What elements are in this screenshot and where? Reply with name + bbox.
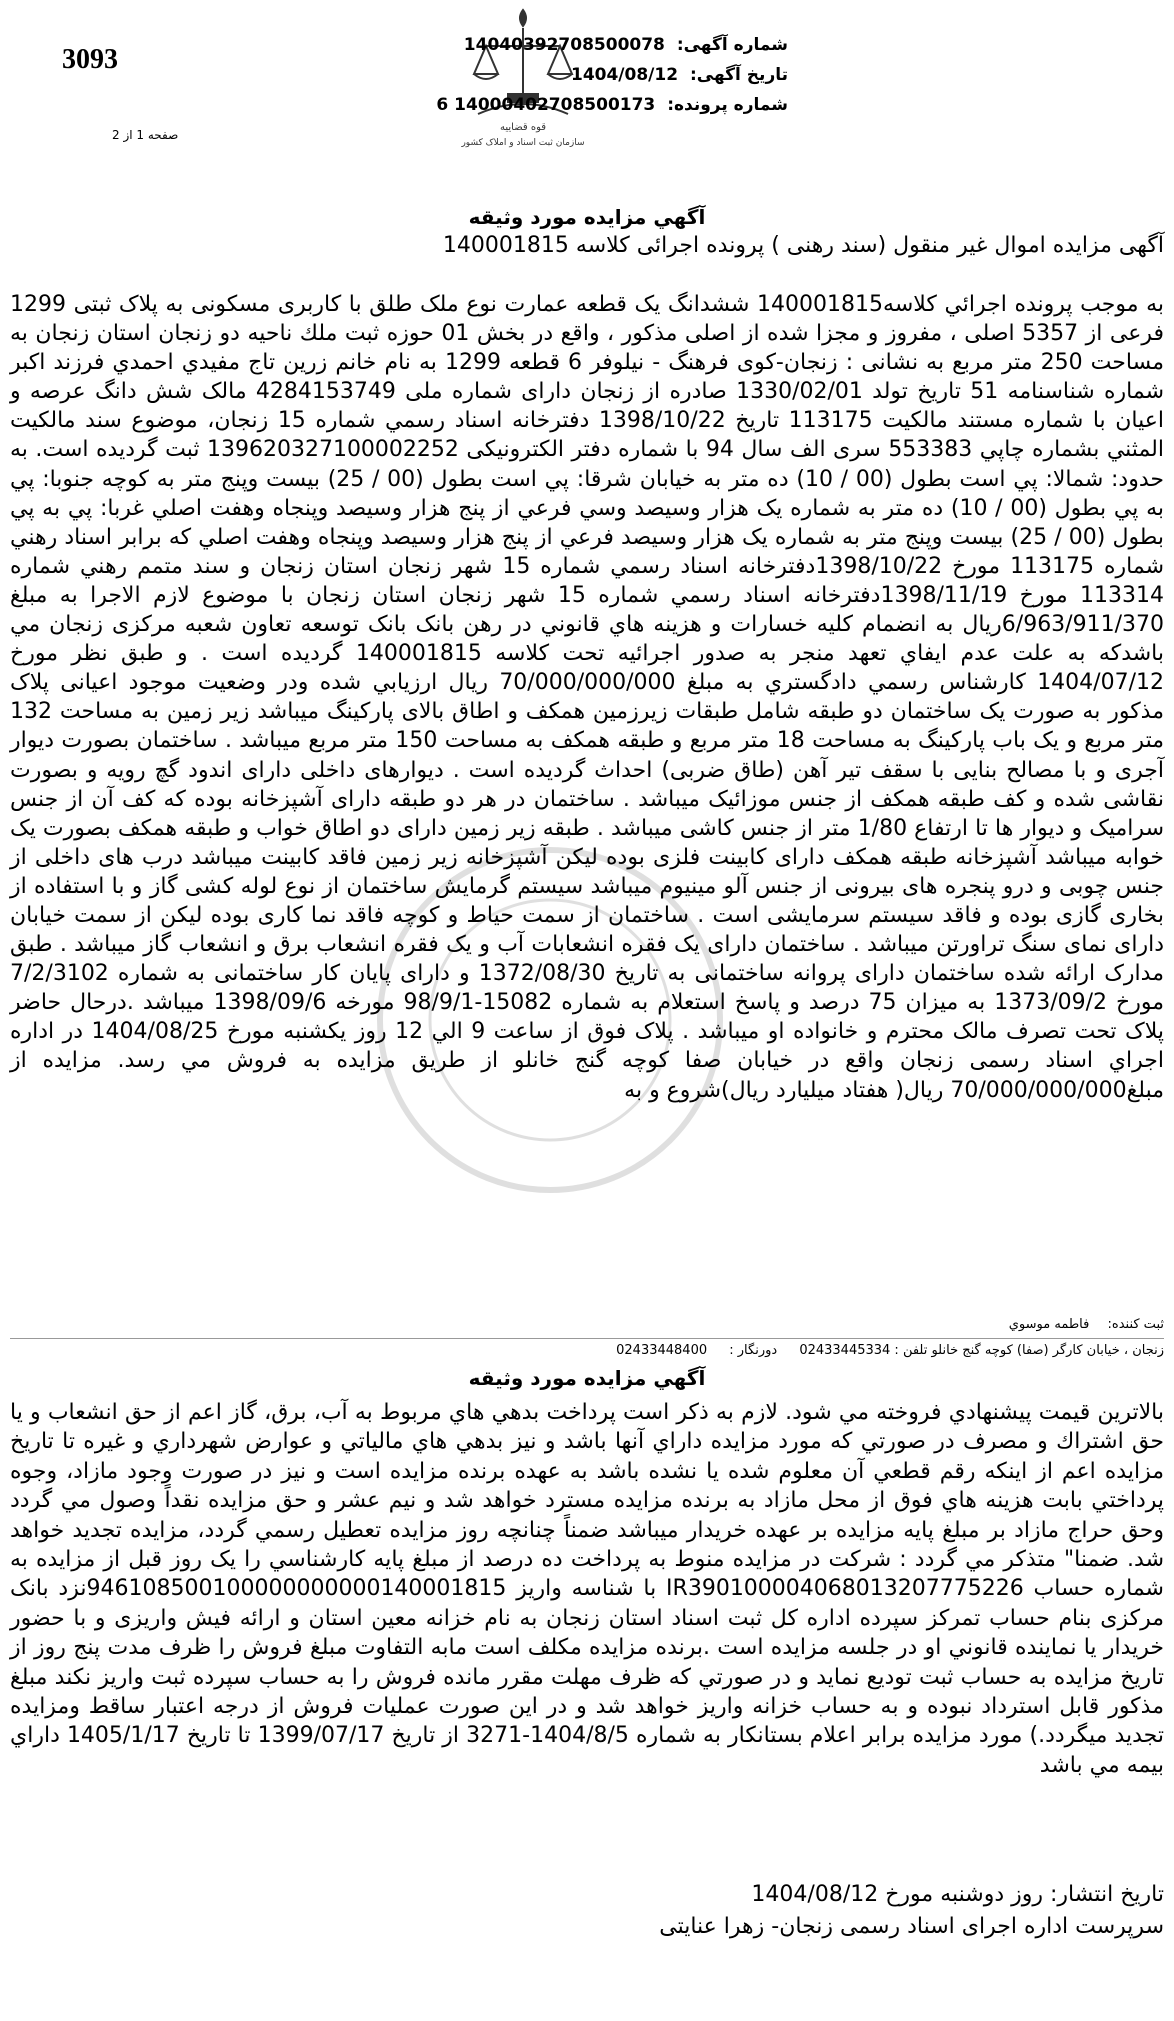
- emblem-caption: [460, 122, 584, 148]
- publication-date-label: تاریخ انتشار: روز دوشنبه مورخ: [885, 1882, 1164, 1907]
- footer-fax: 02433448400: [616, 1343, 708, 1358]
- page-indicator: صفحه 1 از 2: [112, 128, 179, 142]
- ad-meta: [436, 30, 788, 120]
- document-code: 3093: [62, 44, 118, 75]
- ad-date: 1404/08/12: [570, 65, 679, 85]
- section1-title: آگهي مزايده مورد وثيقه: [468, 205, 706, 229]
- ad-number-label: شماره آگهی:: [676, 35, 788, 55]
- office-footer: [10, 1338, 1164, 1358]
- ad-date-row: [436, 60, 788, 90]
- publication-date: 1404/08/12: [751, 1882, 879, 1907]
- section1-body: به موجب پرونده اجرائي كلاسه140001815 ششدانگ يک قطعه عمارت نوع ملک طلق با کاربری مسکونی به پلاک ثبتی 1299 فرعی از 5357 اصلی ، مفروز و مجزا شده از اصلی مذکور ، واقع در بخش 01 حوزه ثبت ملك ناحیه دو زنجان استان زنجان به مساحت 250 متر مربع به نشانی : زنجان-کوی فرهنگ - نیلوفر 6 قطعه 1299 به نام خانم زرين تاج مفيدي احمدي فرزند اكبر شماره شناسنامه 51 تاريخ تولد 1330/02/01 صادره از زنجان دارای شماره ملی 4284153749 مالک شش دانگ عرصه و اعیان با شماره مستند مالکیت 113175 تاریخ 1398/10/22 دفترخانه اسناد رسمي شماره 15 زنجان، موضوع سند مالكيت المثني بشماره چاپي 553383 سری الف سال 94 با شماره دفتر الکترونیکی 139620327100002252 ثبت گرديده است. به حدود: شمالا: پي است بطول (00 / 10) ده متر به خيابان شرقا: پي است بطول (00 / 25) بيست وپنج متر به كوچه جنوبا: پي به پي بطول (00 / 10) ده متر به شماره يک هزار وسيصد وسي فرعي از پنج هزار وسيصد وپنجاه وهفت اصلي غربا: پي به پي بطول (00 / 25) بيست وپنج متر به شماره يک هزار وسيصد فرعي از پنج هزار وسيصد وپنجاه وهفت اصلي كه برابر اسناد رهني شماره 113175 مورخ 1398/10/22دفترخانه اسناد رسمي شماره 15 شهر زنجان استان زنجان و سند متمم رهني شماره 113314 مورخ 1398/11/19دفترخانه اسناد رسمي شماره 15 شهر زنجان استان زنجان با موضوع لازم الاجرا به مبلغ 6/963/911/370ريال به انضمام كليه خسارات و هزينه هاي قانوني در رهن بانک بانک توسعه تعاون شعبه مرکزی زنجان مي باشدکه به علت عدم ايفاي تعهد منجر به صدور اجرائيه تحت كلاسه 140001815 گرديده است . و طبق نظر مورخ 1404/07/12 كارشناس رسمي دادگستري به مبلغ 70/000/000/000 ريال ارزيابي شده ودر وضعیت موجود اعیانی پلاک مذکور به صورت یک ساختمان دو طبقه شامل طبقات زیرزمین همکف و اطاق بالای پارکینگ میباشد زیر زمین به مساحت 132 متر مربع و یک باب پارکینگ به مساحت 18 متر مربع و طبقه همکف به مساحت 150 متر مربع میباشد . ساختمان بصورت دیوار آجری و با مصالح بنایی با سقف تیر آهن (طاق ضربی) احداث گردیده است . دیوارهای داخلی دارای اندود گچ رویه و بصورت نقاشی شده و کف طبقه همکف از جنس موزائیک میباشد . ساختمان در هر دو طبقه دارای آشپزخانه بوده که کف آن از جنس سرامیک و دیوار ها تا ارتفاع 1/80 متر از جنس کاشی میباشد . طبقه زیر زمین دارای دو اطاق خواب و طبقه همکف بصورت یک خوابه میباشد آشپزخانه طبقه همکف دارای کابینت فلزی بوده لیکن آشپزخانه زیر زمین فاقد کابینت میباشد درب های داخلی از جنس چوبی و درو پنجره های بیرونی از جنس آلو مینیوم میباشد سیستم گرمایش ساختمان از نوع لوله کشی گاز و با استفاده از بخاری گازی بوده و فاقد سیستم سرمایشی است . ساختمان از سمت حیاط و کوچه فاقد نما کاری بوده لیکن از سمت خیابان دارای نمای سنگ تراورتن میباشد . ساختمان دارای یک فقره انشعابات آب و یک فقره انشعاب برق و انشعاب گاز میباشد . طبق مدارک ارائه شده ساختمان دارای پروانه ساختمانی به تاریخ 1372/08/30 و دارای پایان کار ساختمانی به شماره 7/2/3102 مورخ 1373/09/2 به میزان 75 درصد و پاسخ استعلام به شماره 15082-98/9/1 مورخه 1398/09/6 میباشد .درحال حاضر پلاک تحت تصرف مالک محترم و خانواده او میباشد . پلاک فوق از ساعت 9 الي 12 روز يكشنبه مورخ 1404/08/25 در اداره اجراي اسناد رسمی زنجان واقع در خيابان صفا کوچه گنج خانلو از طريق مزايده به فروش مي رسد. مزايده از مبلغ70/000/000/000 ريال( هفتاد ميليارد ريال)شروع و به: [10, 292, 1165, 1103]
- registrar-line: [995, 1317, 1164, 1332]
- file-number-label: شماره پرونده:: [667, 95, 788, 115]
- footer-fax-label: دورنگار :: [729, 1343, 778, 1358]
- registrar-name: فاطمه موسوي: [1008, 1317, 1090, 1332]
- ad-number: 14040392708500078: [463, 35, 665, 55]
- section2-title: آگهي مزايده مورد وثيقه: [468, 1366, 706, 1390]
- signature-line: سرپرست اداره اجرای اسناد رسمی زنجان- زهرا عنایتی: [659, 1914, 1164, 1939]
- svg-text:قوه قضاییه: قوه قضاییه: [499, 122, 547, 133]
- ad-number-row: [436, 30, 788, 60]
- ad-date-label: تاریخ آگهی:: [689, 65, 788, 85]
- registrar-label: ثبت کننده:: [1107, 1317, 1164, 1332]
- publication-date-line: [751, 1882, 1164, 1907]
- section1-subtitle: آگهی مزایده اموال غیر منقول (سند رهنی ) پرونده اجرائی کلاسه 140001815: [442, 233, 1164, 258]
- svg-text:سازمان ثبت اسناد و املاک کشور: سازمان ثبت اسناد و املاک کشور: [461, 138, 585, 148]
- file-number: 14000402708500173 6: [436, 95, 656, 115]
- footer-address: زنجان ، خیابان کارگر (صفا) کوچه گنج خانلو تلفن : 02433445334: [799, 1343, 1164, 1358]
- file-number-row: [436, 90, 788, 120]
- section2-body: بالاترين قيمت پيشنهادي فروخته مي شود. لازم به ذكر است پرداخت بدهي هاي مربوط به آب، برق، گاز اعم از حق انشعاب و يا حق اشتراك و مصرف در صورتي كه مورد مزايده داراي آنها باشد و نيز بدهي هاي مالياتي و عوارض شهرداري و غيره تا تاريخ مزايده اعم از اينكه رقم قطعي آن معلوم شده يا نشده باشد به عهده برنده مزايده است و نيز در صورت وجود مازاد، وجوه پرداختي بابت هزينه هاي فوق از محل مازاد به برنده مزايده مسترد خواهد شد و نيم عشر و حق مزايده نقداً وصول مي گردد وحق حراج مازاد بر مبلغ پايه مزايده بر عهده خريدار ميباشد ضمناً چنانچه روز مزايده تعطيل رسمي گردد، مزايده تجديد خواهد شد. ضمنا" متذكر مي گردد : شركت در مزايده منوط به پرداخت ده درصد از مبلغ پايه كارشناسي را يک روز قبل از مزايده به شماره حساب IR390100004068013207775226 با شناسه واريز 946108500100000000000140001815نزد بانک مرکزی بنام حساب تمرکز سپرده اداره كل ثبت اسناد استان زنجان به نام خزانه معين استان و ارائه فيش واريزی و با حضور خريدار يا نماينده قانوني او در جلسه مزايده است .برنده مزايده مکلف است مابه التفاوت مبلغ فروش را ظرف مدت پنج روز از تاريخ مزايده به حساب ثبت توديع نمايد و در صورتي كه ظرف مهلت مقرر مانده فروش را به حساب سپرده ثبت واريز نكند مبلغ مذكور قابل استرداد نبوده و به حساب خزانه واريز خواهد شد و در اين صورت عمليات فروش از درجه اعتبار ساقط ومزايده تجديد ميگردد.) مورد مزايده برابر اعلام بستانكار به شماره 1404/8/5-3271 از تاريخ 1399/07/17 تا تاريخ 1405/1/17 داراي بيمه مي باشد: [10, 1400, 1164, 1778]
